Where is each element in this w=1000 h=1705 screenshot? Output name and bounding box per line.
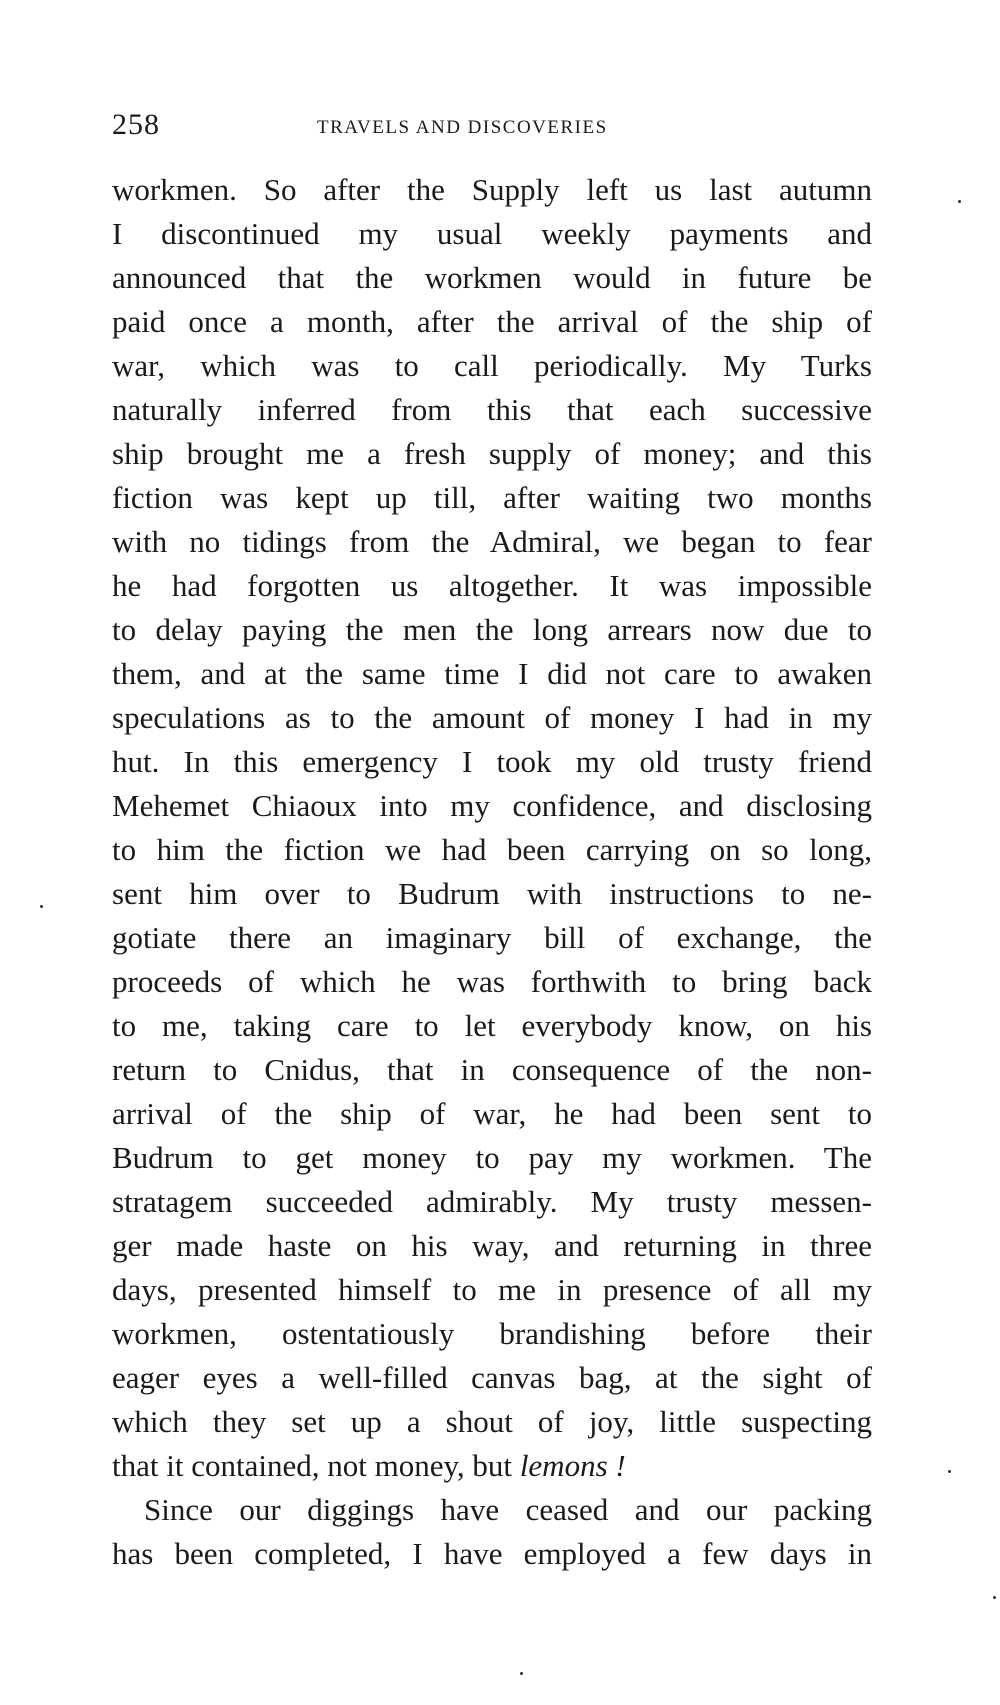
paper-speck: [948, 1470, 951, 1473]
text-line: announced that the workmen would in future be: [112, 260, 872, 295]
text-line: eager eyes a well-filled canvas bag, at the sight of: [112, 1360, 872, 1395]
text-line: speculations as to the amount of money I had in my: [112, 700, 872, 735]
text-line: them, and at the same time I did not care to awaken: [112, 656, 872, 691]
italic-word: lemons !: [519, 1448, 626, 1483]
page-number: 258: [112, 108, 160, 141]
text-line: paid once a month, after the arrival of the ship of: [112, 304, 872, 339]
text-line: sent him over to Budrum with instructions to ne-: [112, 876, 872, 911]
text-line: ger made haste on his way, and returning in three: [112, 1228, 872, 1263]
text-line: Mehemet Chiaoux into my confidence, and disclosing: [112, 788, 872, 823]
paper-speck: [40, 905, 43, 908]
page-header: [112, 108, 872, 148]
text-line: to him the fiction we had been carrying on so long,: [112, 832, 872, 867]
paragraph-2: [112, 1488, 872, 1576]
text-line: Budrum to get money to pay my workmen. The: [112, 1140, 872, 1175]
paragraph-1: [112, 168, 872, 1488]
text-line: with no tidings from the Admiral, we began to fear: [112, 524, 872, 559]
text-line: Since our diggings have ceased and our packing: [144, 1492, 872, 1527]
text-line: days, presented himself to me in presence of all my: [112, 1272, 872, 1307]
text-line: I discontinued my usual weekly payments and: [112, 216, 872, 251]
text-line: ship brought me a fresh supply of money; and this: [112, 436, 872, 471]
text-line: naturally inferred from this that each successive: [112, 392, 872, 427]
body-text: [112, 168, 872, 1576]
text-line: workmen. So after the Supply left us last autumn: [112, 172, 872, 207]
text-line: which they set up a shout of joy, little suspecting: [112, 1404, 872, 1439]
text-line: workmen, ostentatiously brandishing before their: [112, 1316, 872, 1351]
text-line: fiction was kept up till, after waiting two months: [112, 480, 872, 515]
text-line: gotiate there an imaginary bill of exchange, the: [112, 920, 872, 955]
text-line: arrival of the ship of war, he had been sent to: [112, 1096, 872, 1131]
text-line: hut. In this emergency I took my old trusty friend: [112, 744, 872, 779]
text-line-prefix: that it contained, not money, but: [112, 1448, 520, 1483]
text-line: to me, taking care to let everybody know, on his: [112, 1008, 872, 1043]
text-line: proceeds of which he was forthwith to bring back: [112, 964, 872, 999]
text-line: he had forgotten us altogether. It was impossible: [112, 568, 872, 603]
text-line: return to Cnidus, that in consequence of the non-: [112, 1052, 872, 1087]
running-head: TRAVELS AND DISCOVERIES: [317, 117, 608, 138]
paper-speck: [958, 200, 961, 203]
text-line: stratagem succeeded admirably. My trusty messen-: [112, 1184, 872, 1219]
text-line: has been completed, I have employed a few days in: [112, 1536, 872, 1571]
text-line-last: [112, 1444, 872, 1488]
paper-speck: [993, 1596, 996, 1599]
paper-speck: [520, 1672, 523, 1675]
text-line: war, which was to call periodically. My Turks: [112, 348, 872, 383]
text-line: to delay paying the men the long arrears now due to: [112, 612, 872, 647]
